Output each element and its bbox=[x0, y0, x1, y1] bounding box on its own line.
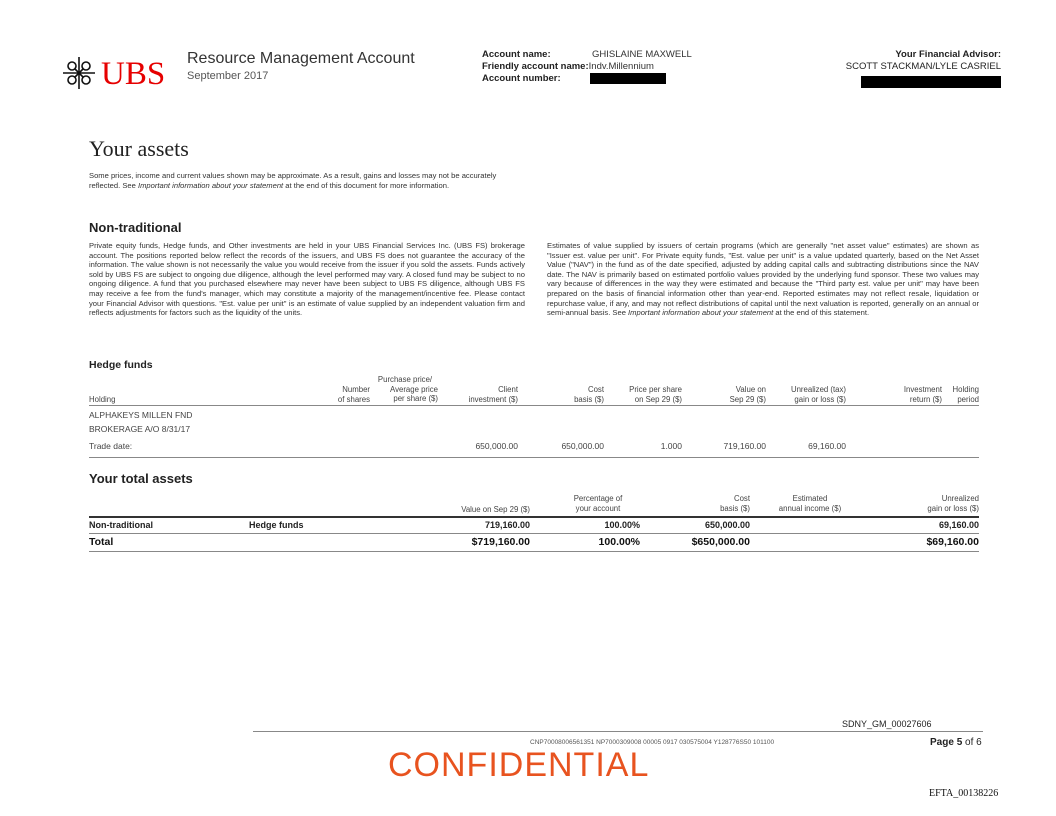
col-client-investment bbox=[440, 385, 518, 404]
total-col-cost-basis bbox=[680, 494, 750, 513]
col-unreal-line1: Unrealized (tax) bbox=[790, 385, 846, 394]
statement-period: September 2017 bbox=[187, 70, 269, 82]
section-heading-non-traditional: Non-traditional bbox=[89, 220, 182, 235]
col-invret-line2: return ($) bbox=[909, 394, 942, 404]
ubs-logo-text: UBS bbox=[101, 56, 166, 92]
value-on-date-value: 719,160.00 bbox=[723, 441, 766, 451]
trade-date-label: Trade date: bbox=[89, 441, 133, 451]
section-heading-hedge-funds: Hedge funds bbox=[89, 359, 153, 371]
col-client-line2: investment ($) bbox=[468, 394, 518, 404]
col-purchase-line2: per share ($) bbox=[393, 394, 438, 404]
page-total: of 6 bbox=[965, 737, 982, 748]
grand-total-cost: $650,000.00 bbox=[691, 536, 750, 548]
col-purchase-line0: Purchase price/ bbox=[377, 375, 433, 384]
col-holding: Holding bbox=[89, 395, 116, 404]
col-invret-line1: Investment bbox=[903, 385, 942, 394]
col-unreal-line2: gain or loss ($) bbox=[794, 394, 846, 404]
col-price-line2: on Sep 29 ($) bbox=[634, 394, 682, 404]
total-row-cost: 650,000.00 bbox=[704, 520, 750, 530]
section-heading-total-assets: Your total assets bbox=[89, 471, 193, 486]
advisor-label: Your Financial Advisor: bbox=[895, 49, 1001, 60]
friendly-name-label: Friendly account name: bbox=[482, 61, 589, 72]
efta-number: EFTA_00138226 bbox=[929, 788, 999, 799]
grand-total-value: $719,160.00 bbox=[471, 536, 530, 548]
total-col-unrealized bbox=[890, 494, 979, 513]
page-current: 5 bbox=[956, 737, 963, 748]
col-cost-line1: Cost bbox=[587, 385, 604, 394]
hedge-bottom-rule bbox=[89, 457, 979, 458]
total-row-subcategory: Hedge funds bbox=[249, 520, 304, 530]
total-col-pct-line2: your account bbox=[575, 503, 621, 513]
account-number-label: Account number: bbox=[482, 73, 561, 85]
advisor-redaction bbox=[861, 76, 1001, 88]
assets-intro bbox=[89, 171, 529, 190]
account-info bbox=[482, 49, 692, 85]
total-col-income-line1: Estimated bbox=[792, 494, 828, 503]
friendly-name-value: Indv.Millennium bbox=[588, 61, 654, 72]
section-heading-your-assets: Your assets bbox=[89, 136, 189, 161]
grand-total-label: Total bbox=[89, 536, 114, 548]
right-para-text-1: Estimates of value supplied by issuers of certain programs (which are generally "net asset value" estimates) are shown as "Issuer est. value per unit". For Private equity funds, "Est. value per unit" is a value updated quarterly, based on the Net Asset Value ("NAV") in the fund as of the date specified, adjusted by adding capital calls and subtracting distributions since the NAV date. The NAV is primarily based on estimated portfolio values provided by the underlying fund sponsor. These two values may vary because of differences in the way they were estimated and because the "Third party est. value per unit" may have been prepared on the basis of financial information other than year-end. Reported estimates may not reflect resale, liquidation or repurchase value, if any, and may not reflect distributions of capital until the next valuation is reported, generally on an annual or semi-annual basis. See bbox=[547, 241, 979, 318]
account-name-value: GHISLAINE MAXWELL bbox=[592, 49, 692, 60]
col-cost-basis bbox=[540, 385, 604, 404]
footer-rule bbox=[253, 731, 983, 732]
intro-text-1: Some prices, income and current values shown may be approximate. As a result, gains and losses may not be accurately reflected. See bbox=[89, 171, 497, 190]
total-col-percentage bbox=[560, 494, 636, 513]
right-para-text-2: at the end of this statement. bbox=[773, 308, 870, 318]
unrealized-gain-value: 69,160.00 bbox=[808, 441, 846, 451]
bates-number: SDNY_GM_00027606 bbox=[842, 719, 932, 729]
cost-basis-value: 650,000.00 bbox=[561, 441, 604, 451]
total-col-unreal-line2: gain or loss ($) bbox=[927, 503, 979, 513]
holding-name-line1: ALPHAKEYS MILLEN FND bbox=[89, 410, 193, 420]
col-holding-period bbox=[940, 385, 979, 404]
non-traditional-right-paragraph bbox=[547, 241, 979, 318]
intro-emphasis: Important information about your statement bbox=[137, 180, 284, 190]
advisor-name: SCOTT STACKMAN/LYLE CASRIEL bbox=[845, 61, 1001, 72]
financial-advisor bbox=[846, 49, 1001, 92]
grand-total-pct: 100.00% bbox=[598, 536, 640, 548]
total-row-unrealized: 69,160.00 bbox=[938, 520, 979, 530]
intro-text-2: at the end of this document for more information. bbox=[283, 180, 450, 190]
total-col-unreal-line1: Unrealized bbox=[941, 494, 979, 503]
document-code: CNP70008006561351 NP7000309008 00005 0917 030575004 Y128776S50 101100 bbox=[530, 739, 775, 746]
statement-title: Resource Management Account bbox=[187, 50, 415, 67]
total-col-value: Value on Sep 29 ($) bbox=[461, 505, 530, 514]
total-row-value: 719,160.00 bbox=[484, 520, 530, 530]
col-value-line1: Value on bbox=[735, 385, 766, 394]
ubs-logo bbox=[60, 54, 180, 94]
col-price-line1: Price per share bbox=[629, 385, 682, 394]
col-holdp-line1: Holding bbox=[952, 385, 979, 394]
grand-total-unrealized: $69,160.00 bbox=[926, 536, 979, 548]
holding-name-line2: BROKERAGE A/O 8/31/17 bbox=[89, 424, 191, 434]
col-value-on bbox=[700, 385, 766, 404]
total-col-pct-line1: Percentage of bbox=[573, 494, 623, 503]
col-client-line1: Client bbox=[498, 385, 518, 394]
hedge-header-rule bbox=[89, 405, 979, 406]
col-shares-line1: Number bbox=[342, 385, 370, 394]
total-bottom-rule bbox=[89, 551, 979, 552]
total-col-annual-income bbox=[770, 494, 850, 513]
right-para-emphasis: Important information about your statement bbox=[628, 308, 774, 318]
col-value-line2: Sep 29 ($) bbox=[729, 394, 766, 404]
ubs-keys-icon bbox=[60, 54, 98, 92]
col-price-per-share bbox=[606, 385, 682, 404]
price-per-share-value: 1.000 bbox=[660, 441, 682, 451]
non-traditional-left-paragraph: Private equity funds, Hedge funds, and Other investments are held in your UBS Financial Services Inc. (UBS FS) brokerage account. The positions reported below reflect the records of the issuers, and UBS FS does not guarantee the accuracy of the information. The value shown is not necessarily the value you would receive from the issuer if you sold the assets. Funds actively sold by UBS FS are subject to ongoing due diligence, although the level performed may vary. A closed fund may be subject to no ongoing diligence. A fund that you purchased elsewhere may never have been subject to UBS FS diligence, although UBS FS may receive a fee from the fund's manager, which may constitute a majority of the management/incentive fee. Please contact your Financial Advisor with questions. "Est. value per unit" is an estimate of value supplied by an independent valuation firm and reflects adjustments for factors such as the liquidity of the units. bbox=[89, 241, 525, 318]
account-number-redaction bbox=[590, 73, 666, 84]
col-cost-line2: basis ($) bbox=[574, 394, 604, 404]
account-name-label: Account name: bbox=[482, 49, 551, 60]
total-mid-rule bbox=[89, 533, 979, 534]
col-purchase-price bbox=[360, 375, 438, 404]
total-col-income-line2: annual income ($) bbox=[778, 503, 842, 513]
col-shares-line2: of shares bbox=[337, 394, 370, 404]
confidential-stamp: CONFIDENTIAL bbox=[388, 746, 650, 784]
total-row-pct: 100.00% bbox=[604, 520, 640, 530]
page-word: Page bbox=[930, 737, 954, 748]
total-row-category: Non-traditional bbox=[89, 520, 153, 530]
col-investment-return bbox=[862, 385, 942, 404]
total-col-cost-line1: Cost bbox=[733, 494, 750, 503]
col-holdp-line2: period bbox=[957, 394, 979, 404]
col-purchase-line1: Average price bbox=[390, 384, 438, 394]
page-number bbox=[930, 737, 982, 748]
col-unrealized bbox=[770, 385, 846, 404]
total-col-cost-line2: basis ($) bbox=[720, 503, 750, 513]
client-investment-value: 650,000.00 bbox=[475, 441, 518, 451]
total-header-rule bbox=[89, 516, 979, 518]
